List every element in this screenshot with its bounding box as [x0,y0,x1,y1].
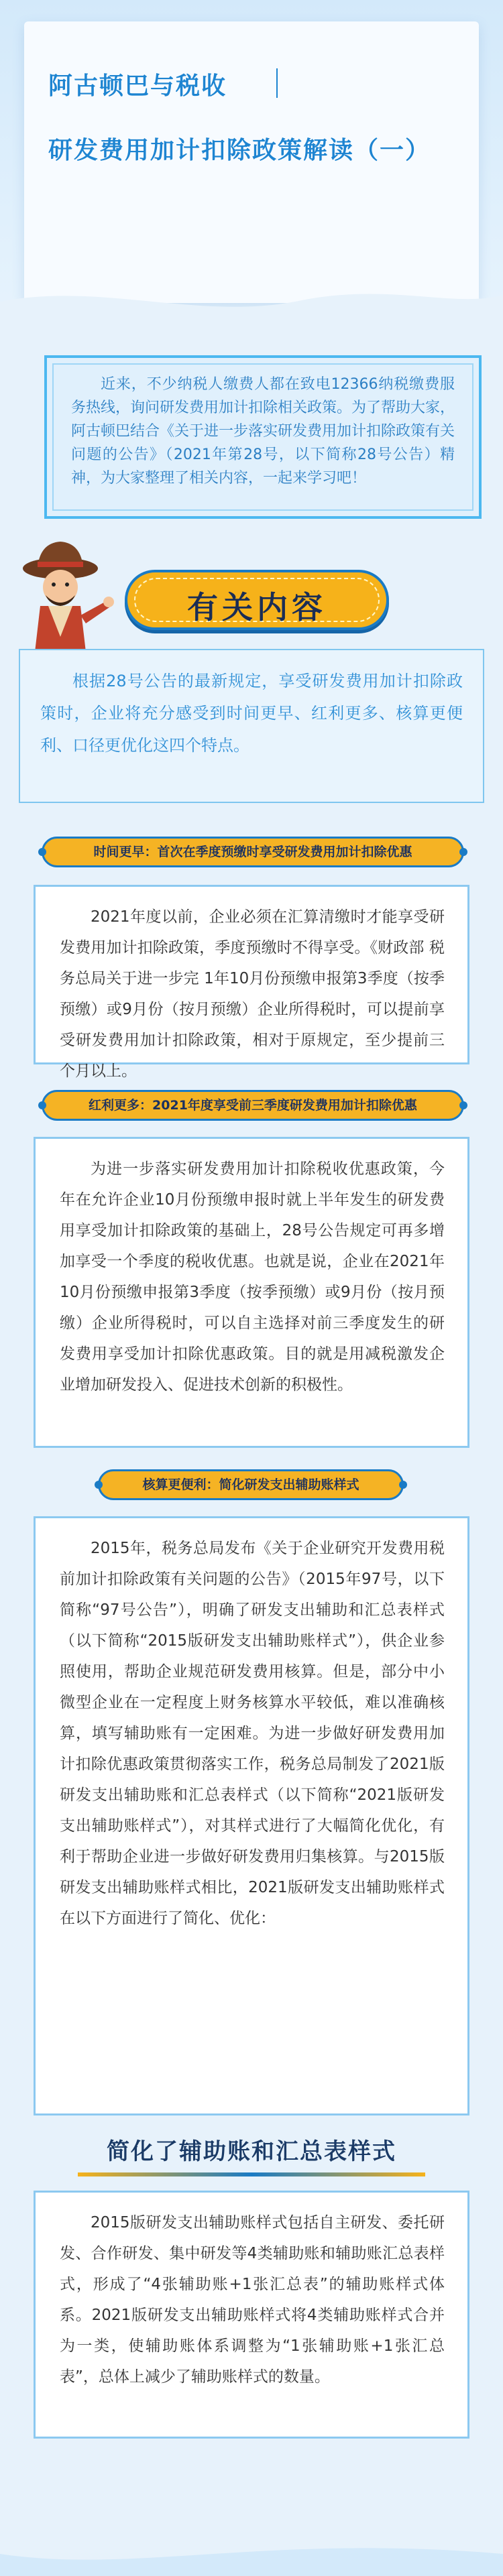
intro-box [44,355,482,519]
section-title: 有关内容 [187,589,327,625]
subheading-underline [78,2172,425,2176]
title-divider [276,68,278,98]
page-subtitle: 研发费用加计扣除政策解读（一） [48,137,431,164]
detail-panel [34,2191,469,2439]
point-tag-accounting: 核算更便利：简化研发支出辅助账样式 [98,1469,404,1500]
point-text-accounting: 2015年，税务总局发布《关于企业研究开发费用税前加计扣除政策有关问题的公告》（2015年97号，以下简称“97号公告”），明确了研发支出辅助和汇总表样式（以下简称“2015版研发支出辅助账样式”），供企业参照使用，帮助企业规范研发费用核算。但是，部分中小微型企业在一定程度上财务核算水平较低，难以准确核算，填写辅助账有一定困难。为进一步做好研发费用加计扣除优惠政策贯彻落实工作，税务总局制发了2021版研发支出辅助账和汇总表样式（以下简称“2021版研发支出辅助账样式”），对其样式进行了大幅简化优化，有利于帮助企业进一步做好研发费用归集核算。与2015版研发支出辅助账样式相比，2021版研发支出辅助账样式在以下方面进行了简化、优化： [60,1540,445,1927]
subheading-title: 简化了辅助账和汇总表样式 [107,2138,396,2165]
point-panel-accounting [34,1516,469,2115]
bottom-wave-decoration [0,2534,503,2576]
point-tag-benefit: 红利更多：2021年度享受前三季度研发费用加计扣除优惠 [42,1090,464,1121]
section-header [125,570,389,630]
summary-text: 根据28号公告的最新规定，享受研发费用加计扣除政策时，企业将充分感受到时间更早、红利更多、核算更便利、口径更优化这四个特点。 [40,672,463,755]
point-text-benefit: 为进一步落实研发费用加计扣除税收优惠政策，今年在允许企业10月份预缴申报时就上半年发生的研发费用享受加计扣除政策的基础上，28号公告规定可再多增加享受一个季度的税收优惠。也就是说，企业在2021年10月份预缴申报第3季度（按季预缴）或9月份（按月预缴）企业所得税时，可以自主选择对前三季度发生的研发费用享受加计扣除优惠政策。目的就是用减税激发企业增加研发投入、促进技术创新的积极性。 [60,1160,445,1394]
point-text-time: 2021年度以前，企业必须在汇算清缴时才能享受研发费用加计扣除政策，季度预缴时不得享受。《财政部 税务总局关于进一步完 1年10月份预缴申报第3季度（按季预缴）或9月份（按月预缴）企业所得税时，可以提前享受研发费用加计扣除政策，相对于原规定，至少提前三个月以上。 [60,908,445,1080]
page-title: 阿古顿巴与税收 [48,72,227,100]
detail-text: 2015版研发支出辅助账样式包括自主研发、委托研发、合作研发、集中研发等4类辅助账和辅助账汇总表样式，形成了“4张辅助账+1张汇总表”的辅助账样式体系。2021版研发支出辅助账样式将4类辅助账样式合并为一类，使辅助账体系调整为“1张辅助账+1张汇总表”，总体上减少了辅助账样式的数量。 [60,2214,445,2386]
intro-text: 近来，不少纳税人缴费人都在致电12366纳税缴费服务热线，询问研发费用加计扣除相关政策。为了帮助大家，阿古顿巴结合《关于进一步落实研发费用加计扣除政策有关问题的公告》（2021年第28号，以下简称28号公告）精神，为大家整理了相关内容，一起来学习吧！ [71,376,455,487]
wave-decoration [0,282,503,322]
subheading [78,2135,425,2176]
point-panel-time [34,885,469,1080]
point-tag-time: 时间更早：首次在季度预缴时享受研发费用加计扣除优惠 [42,837,464,867]
point-panel-benefit [34,1137,469,1448]
summary-box [19,649,484,803]
